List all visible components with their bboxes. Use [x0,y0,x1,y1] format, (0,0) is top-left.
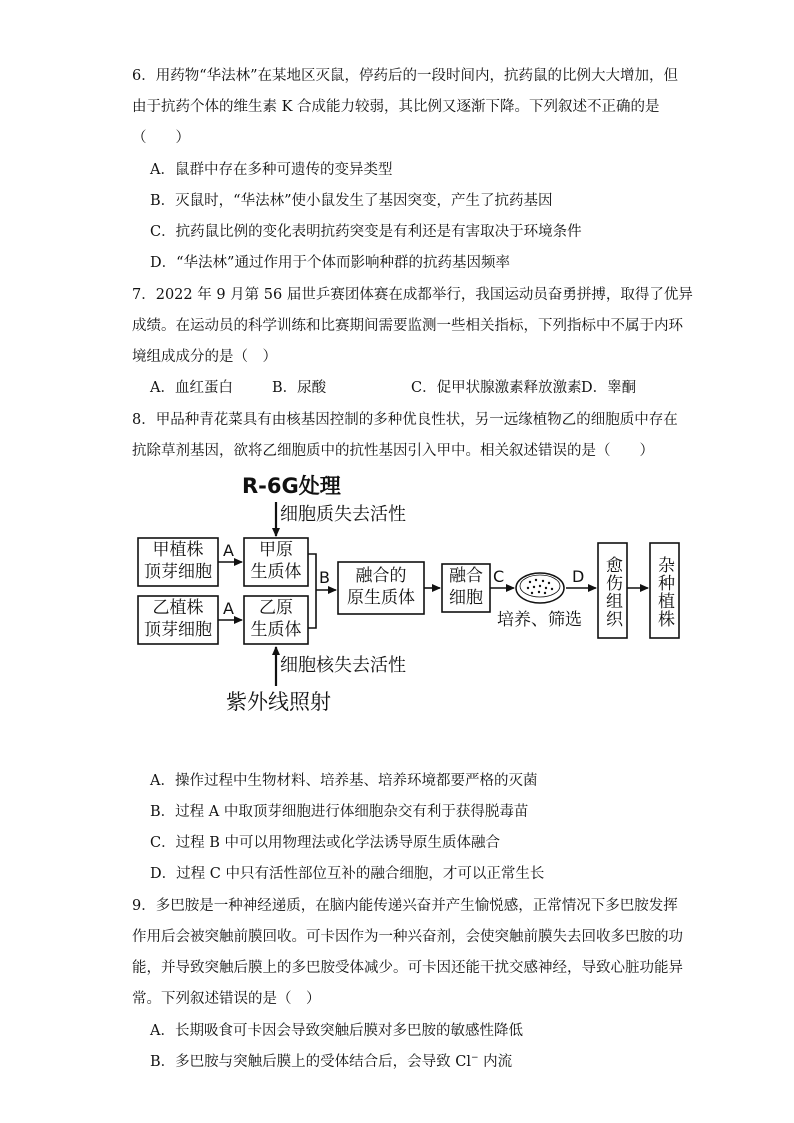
q9-option-b-text: B．多巴胺与突触后膜上的受体结合后，会导致 Cl [150,1054,471,1070]
proto-a-line1: 甲原 [259,540,293,560]
proto-b-line2: 生质体 [250,620,302,640]
q9-stem-line2: 作用后会被突触前膜回收。可卡因作为一种兴奋剂，会使突触前膜失去回收多巴胺的功 [132,929,683,945]
q9-stem-line4: 常。下列叙述错误的是（ ） [132,991,321,1007]
q6-option-d: D．“华法林”通过作用于个体而影响种群的抗药基因频率 [150,255,510,271]
q9-option-b-tail: 内流 [478,1054,513,1070]
q6-option-c: C．抗药鼠比例的变化表明抗药突变是有利还是有害取决于环境条件 [150,224,582,240]
bracket-b [308,554,316,628]
q8-stem-line2: 抗除草剂基因，欲将乙细胞质中的抗性基因引入甲中。相关叙述错误的是（ ） [132,443,654,459]
fused-cell-line2: 细胞 [449,588,483,608]
top-treatment-label: R-6G处理 [242,474,341,498]
q6-stem-line3: （ ） [132,130,190,146]
q8-option-a: A．操作过程中生物材料、培养基、培养环境都要严格的灭菌 [150,773,538,789]
q7-stem-line1: 7．2022 年 9 月第 56 届世乒赛团体赛在成都举行，我国运动员奋勇拼搏，取得了优异 [132,287,693,303]
q9-option-a: A．长期吸食可卡因会导致突触后膜对多巴胺的敏感性降低 [150,1023,523,1039]
bottom-treatment-label: 紫外线照射 [226,690,331,714]
top-effect-label: 细胞质失去活性 [280,504,406,525]
q6-option-a: A．鼠群中存在多种可遗传的变异类型 [150,162,393,178]
process-label-a-top: A [223,541,234,560]
q8-option-d: D．过程 C 中只有活性部位互补的融合细胞，才可以正常生长 [150,866,545,882]
fused-cell-line1: 融合 [449,566,483,586]
fused-protoplast-line2: 原生质体 [347,588,415,608]
bottom-effect-label: 细胞核失去活性 [280,655,406,676]
plant-a-line1: 甲植株 [152,540,204,560]
q8-option-b: B．过程 A 中取顶芽细胞进行体细胞杂交有利于获得脱毒苗 [150,804,529,820]
process-label-a-bottom: A [223,599,234,618]
q6-option-b: B．灭鼠时，“华法林”使小鼠发生了基因突变，产生了抗药基因 [150,193,553,209]
fused-protoplast-line1: 融合的 [355,566,407,586]
chloride-charge-superscript: − [471,1053,479,1064]
process-label-b: B [319,568,330,587]
q9-option-b [150,1052,512,1072]
q7-stem-line2: 成绩。在运动员的科学训练和比赛期间需要监测一些相关指标，下列指标中不属于内环 [132,318,683,334]
proto-a-line2: 生质体 [250,562,302,582]
q7-option-b: B．尿酸 [272,380,327,396]
q8-stem-line1: 8．甲品种青花菜具有由核基因控制的多种优良性状，另一远缘植物乙的细胞质中存在 [132,412,678,428]
callus-label: 愈伤组织 [602,556,622,628]
q9-stem-line1: 9．多巴胺是一种神经递质，在脑内能传递兴奋并产生愉悦感，正常情况下多巴胺发挥 [132,898,678,914]
q6-stem-line1: 6．用药物“华法林”在某地区灭鼠，停药后的一段时间内，抗药鼠的比例大大增加，但 [132,68,679,84]
q6-stem-line2: 由于抗药个体的维生素 K 合成能力较弱，其比例又逐渐下降。下列叙述不正确的是 [132,99,660,115]
proto-b-line1: 乙原 [259,598,293,618]
protoplast-fusion-diagram [130,470,690,730]
q7-option-a: A．血红蛋白 [150,380,233,396]
plant-a-line2: 顶芽细胞 [144,562,212,582]
process-label-c: C [493,567,505,586]
petri-dish-icon [516,573,564,603]
hybrid-plant-label: 杂种植株 [654,556,674,628]
plant-b-line1: 乙植株 [152,598,204,618]
process-label-d: D [572,567,585,586]
q8-option-c: C．过程 B 中可以用物理法或化学法诱导原生质体融合 [150,835,500,851]
plant-b-line2: 顶芽细胞 [144,620,212,640]
culture-screening-label: 培养、筛选 [497,610,582,630]
q7-stem-line3: 境组成成分的是（ ） [132,349,277,365]
q7-option-d: D．睾酮 [581,380,637,396]
q7-option-c: C．促甲状腺激素释放激素 [411,380,582,396]
q9-stem-line3: 能，并导致突触后膜上的多巴胺受体减少。可卡因还能干扰交感神经，导致心脏功能异 [132,960,683,976]
